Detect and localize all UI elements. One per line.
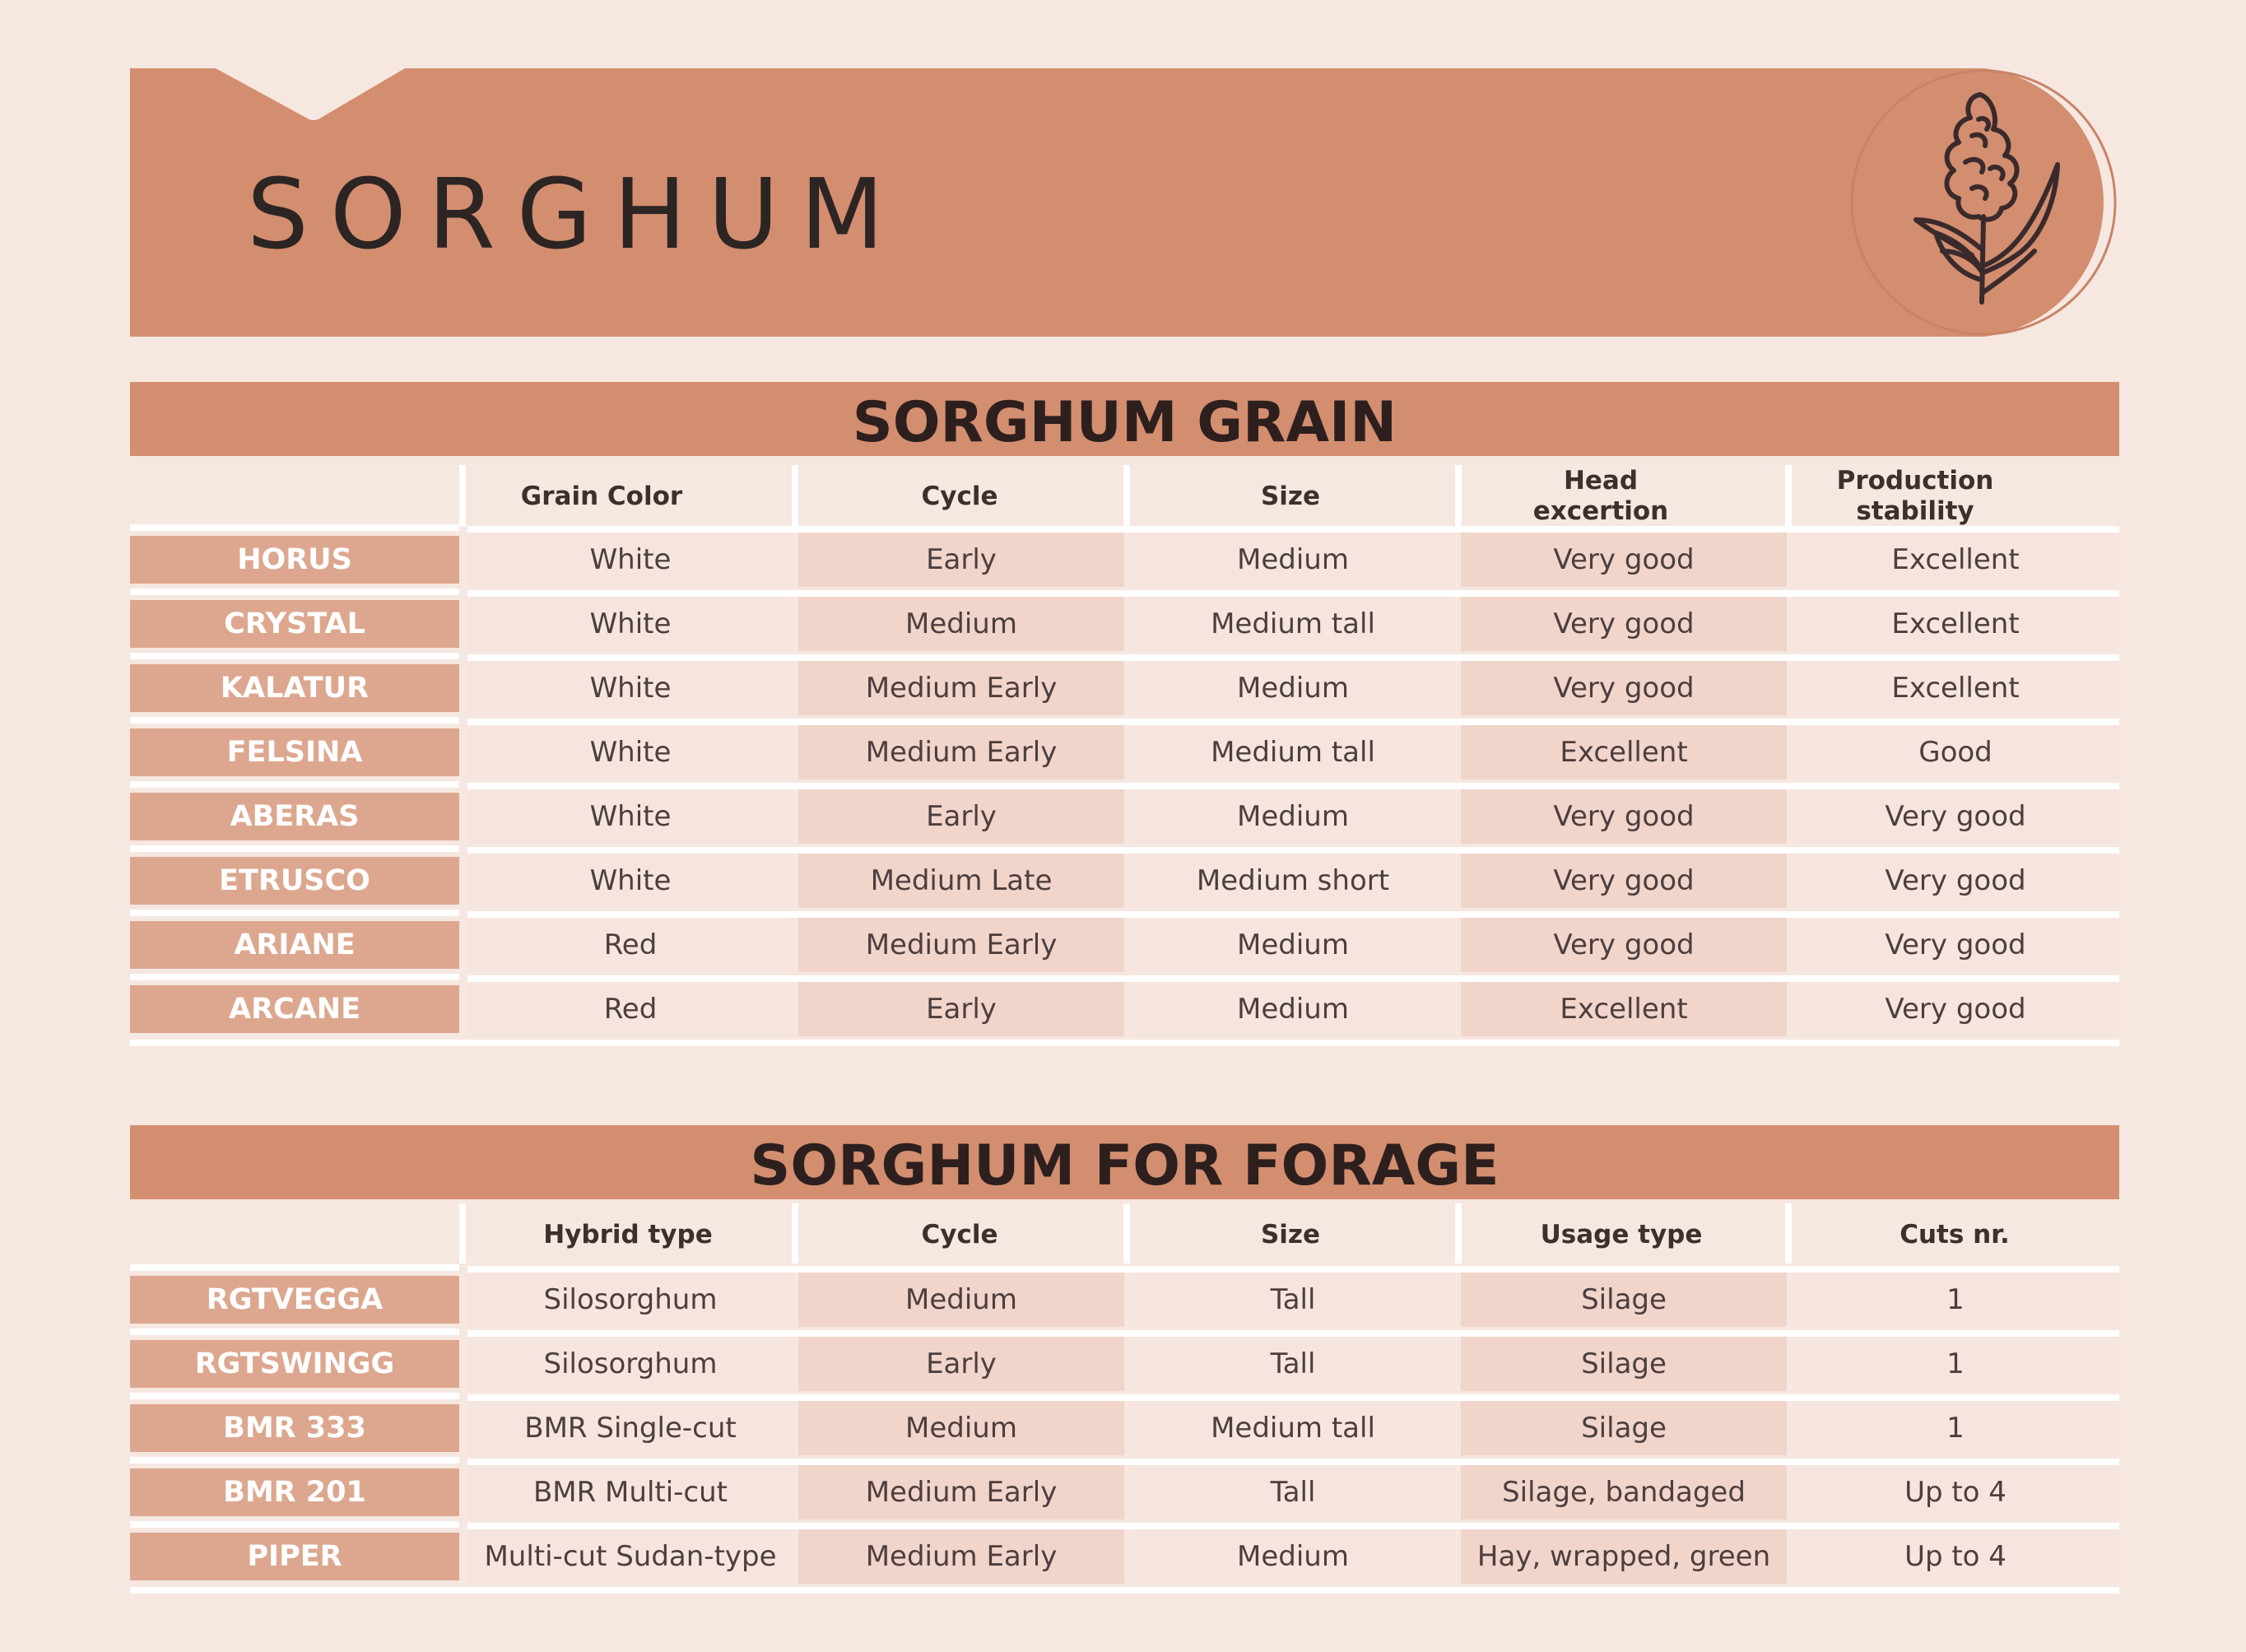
grain-col-header-1: Grain Color <box>520 482 683 511</box>
forage-label-divider <box>130 1329 459 1335</box>
forage-table-cell: Tall <box>1130 1465 1456 1519</box>
grain-table-cell: Very good <box>1461 789 1787 844</box>
grain-table-cell: Very good <box>1793 789 2118 844</box>
forage-table-cell: 1 <box>1793 1273 2118 1327</box>
forage-col-header-2: Cycle <box>921 1220 998 1249</box>
grain-table-cell: White <box>467 725 793 779</box>
grain-row-label: ARIANE <box>130 921 459 969</box>
forage-bottom-rule <box>130 1587 2119 1594</box>
forage-table-cell: Silage <box>1461 1401 1787 1455</box>
forage-col-header-3: Size <box>1260 1220 1321 1249</box>
grain-label-divider <box>130 974 459 980</box>
grain-row-divider <box>467 911 2119 918</box>
forage-label-divider <box>130 1393 459 1399</box>
grain-table-cell: Very good <box>1461 854 1787 908</box>
forage-row-label: BMR 333 <box>130 1404 459 1452</box>
grain-row-divider <box>467 975 2119 982</box>
grain-table-cell: Medium <box>1130 982 1456 1036</box>
grain-table-cell: Medium tall <box>1130 597 1456 651</box>
forage-row-label: BMR 201 <box>130 1468 459 1516</box>
grain-table-cell: Early <box>798 982 1124 1036</box>
grain-table-cell: Medium tall <box>1130 725 1456 779</box>
grain-section-title: SORGHUM GRAIN <box>852 390 1397 455</box>
grain-table-cell: Very good <box>1461 597 1787 651</box>
forage-row-divider <box>467 1459 2119 1465</box>
grain-table-cell: Very good <box>1461 918 1787 972</box>
grain-col-header-4: Head excertion <box>1532 466 1669 526</box>
grain-table-cell: White <box>467 597 793 651</box>
forage-row-divider <box>467 1523 2119 1529</box>
grain-row-divider <box>467 526 2119 533</box>
grain-label-divider <box>130 781 459 788</box>
forage-table-cell: Medium <box>1130 1529 1456 1584</box>
grain-table-cell: Medium short <box>1130 854 1456 908</box>
forage-section-title: SORGHUM FOR FORAGE <box>750 1133 1500 1198</box>
grain-table-cell: Excellent <box>1793 597 2118 651</box>
grain-table-cell: Excellent <box>1793 533 2118 587</box>
grain-table-cell: Excellent <box>1793 661 2118 715</box>
grain-bottom-rule <box>130 1040 2119 1046</box>
grain-row-label: HORUS <box>130 536 459 584</box>
forage-row-label: RGTSWINGG <box>130 1340 459 1388</box>
grain-row-divider <box>467 783 2119 789</box>
forage-row-label: RGTVEGGA <box>130 1276 459 1324</box>
forage-table-cell: Tall <box>1130 1337 1456 1391</box>
grain-col-header-2: Cycle <box>921 482 998 511</box>
grain-table-cell: Very good <box>1461 661 1787 715</box>
grain-label-divider <box>130 524 459 531</box>
forage-table-cell: Early <box>798 1337 1124 1391</box>
forage-col-header-1: Hybrid type <box>543 1220 713 1249</box>
forage-table-cell: Up to 4 <box>1793 1529 2118 1584</box>
forage-row-divider <box>467 1266 2119 1273</box>
grain-row-divider <box>467 654 2119 661</box>
forage-table-cell: Medium Early <box>798 1529 1124 1584</box>
forage-table-cell: Medium <box>798 1401 1124 1455</box>
grain-table-cell: Very good <box>1461 533 1787 587</box>
forage-col-header-4: Usage type <box>1540 1220 1703 1249</box>
forage-table-cell: Tall <box>1130 1273 1456 1327</box>
forage-table-cell: Hay, wrapped, green <box>1461 1529 1787 1584</box>
forage-header-divider <box>792 1203 798 1263</box>
grain-table-cell: Good <box>1793 725 2118 779</box>
forage-table-cell: 1 <box>1793 1337 2118 1391</box>
forage-header-divider <box>1123 1203 1130 1263</box>
grain-header-divider <box>792 465 798 527</box>
grain-col-header-5: Production stability <box>1836 466 1994 526</box>
grain-table-cell: White <box>467 789 793 844</box>
grain-row-label: ETRUSCO <box>130 857 459 905</box>
grain-table-cell: Red <box>467 982 793 1036</box>
forage-row-divider <box>467 1394 2119 1401</box>
forage-label-divider <box>130 1264 459 1271</box>
forage-table-cell: Medium <box>798 1273 1124 1327</box>
forage-table-cell: 1 <box>1793 1401 2118 1455</box>
forage-table-cell: Up to 4 <box>1793 1465 2118 1519</box>
grain-row-divider <box>467 847 2119 854</box>
grain-header-divider <box>1785 465 1792 527</box>
grain-header-divider <box>1455 465 1462 527</box>
grain-table-cell: Medium Early <box>798 725 1124 779</box>
grain-table-cell: White <box>467 533 793 587</box>
grain-table-cell: Very good <box>1793 918 2118 972</box>
grain-row-label: ARCANE <box>130 985 459 1033</box>
grain-table-cell: Medium <box>1130 789 1456 844</box>
grain-label-divider <box>130 717 459 724</box>
grain-table-cell: Medium Early <box>798 661 1124 715</box>
grain-row-label: ABERAS <box>130 793 459 840</box>
grain-table-cell: Very good <box>1793 982 2118 1036</box>
forage-table-cell: Silosorghum <box>467 1337 793 1391</box>
forage-header-divider <box>1455 1203 1462 1263</box>
grain-row-label: CRYSTAL <box>130 600 459 648</box>
grain-table-cell: Medium <box>1130 661 1456 715</box>
grain-table-cell: Early <box>798 789 1124 844</box>
grain-table-cell: Medium Early <box>798 918 1124 972</box>
grain-label-divider <box>130 910 459 916</box>
grain-header-divider <box>1123 465 1130 527</box>
grain-label-divider <box>130 653 459 659</box>
forage-table-cell: Silosorghum <box>467 1273 793 1327</box>
grain-table-cell: White <box>467 854 793 908</box>
grain-table-cell: Excellent <box>1461 725 1787 779</box>
grain-row-divider <box>467 590 2119 597</box>
forage-table-cell: BMR Multi-cut <box>467 1465 793 1519</box>
grain-table-cell: Early <box>798 533 1124 587</box>
grain-table-cell: Medium Late <box>798 854 1124 908</box>
grain-row-label: FELSINA <box>130 728 459 776</box>
forage-header-divider <box>459 1203 466 1263</box>
grain-table-cell: Medium <box>1130 533 1456 587</box>
grain-table-cell: Red <box>467 918 793 972</box>
sorghum-plant-icon <box>1893 86 2082 321</box>
forage-table-cell: Silage <box>1461 1273 1787 1327</box>
forage-label-divider <box>130 1521 459 1528</box>
forage-table-cell: BMR Single-cut <box>467 1401 793 1455</box>
forage-table-cell: Silage, bandaged <box>1461 1465 1787 1519</box>
forage-row-divider <box>467 1330 2119 1337</box>
grain-header-divider <box>459 465 466 527</box>
grain-col-header-3: Size <box>1260 482 1321 511</box>
page-title: SORGHUM <box>247 157 906 271</box>
grain-table-cell: Very good <box>1793 854 2118 908</box>
forage-row-label: PIPER <box>130 1533 459 1580</box>
grain-table-cell: Excellent <box>1461 982 1787 1036</box>
grain-row-divider <box>467 719 2119 725</box>
forage-table-cell: Medium Early <box>798 1465 1124 1519</box>
grain-table-cell: Medium <box>1130 918 1456 972</box>
forage-table-cell: Silage <box>1461 1337 1787 1391</box>
grain-table-cell: White <box>467 661 793 715</box>
forage-header-divider <box>1785 1203 1792 1263</box>
grain-row-label: KALATUR <box>130 664 459 712</box>
forage-label-divider <box>130 1457 459 1464</box>
forage-table-cell: Multi-cut Sudan-type <box>467 1529 793 1584</box>
grain-table-cell: Medium <box>798 597 1124 651</box>
forage-col-header-5: Cuts nr. <box>1900 1220 2010 1249</box>
grain-label-divider <box>130 589 459 595</box>
grain-label-divider <box>130 845 459 852</box>
forage-table-cell: Medium tall <box>1130 1401 1456 1455</box>
